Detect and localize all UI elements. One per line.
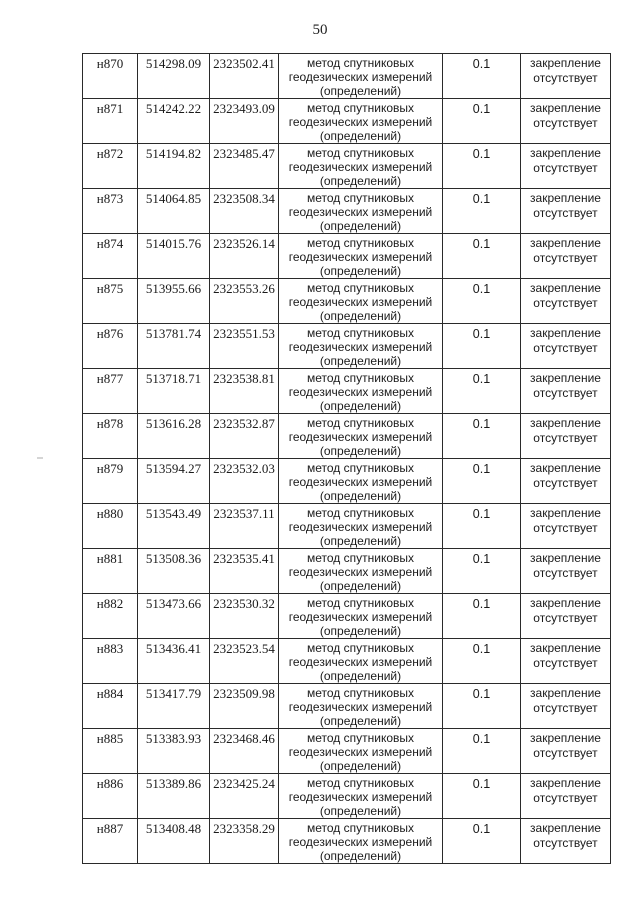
table-row [83,369,611,414]
fixing-line: закрепление [530,326,601,340]
method-line: (определений) [319,84,402,98]
y-coordinate-cell: 2323537.11 [210,504,279,549]
fixing-line: отсутствует [533,476,598,490]
x-coordinate-cell: 513616.28 [138,414,210,459]
x-coordinate-cell: 513417.79 [138,684,210,729]
method-cell [279,279,443,324]
y-coordinate-cell: 2323526.14 [210,234,279,279]
fixing-cell [521,774,611,819]
fixing-line: закрепление [530,56,601,70]
accuracy-cell: 0.1 [443,279,521,324]
method-line: геодезических измерений [288,250,433,264]
method-line: геодезических измерений [288,520,433,534]
point-id-cell: н884 [83,684,138,729]
y-coordinate-cell: 2323493.09 [210,99,279,144]
y-coordinate-cell: 2323523.54 [210,639,279,684]
table-row [83,144,611,189]
method-cell [279,729,443,774]
coordinates-table-body [83,54,611,864]
fixing-line: закрепление [530,776,601,790]
fixing-line: закрепление [530,551,601,565]
point-id-cell: н886 [83,774,138,819]
fixing-cell [521,594,611,639]
fixing-cell [521,369,611,414]
method-line: (определений) [319,804,402,818]
point-id-cell: н879 [83,459,138,504]
fixing-cell [521,639,611,684]
fixing-line: закрепление [530,596,601,610]
fixing-line: закрепление [530,371,601,385]
page-number: 50 [312,22,328,38]
fixing-line: отсутствует [533,836,598,850]
point-id-cell: н877 [83,369,138,414]
y-coordinate-cell: 2323485.47 [210,144,279,189]
y-coordinate-cell: 2323502.41 [210,54,279,99]
method-cell [279,369,443,414]
method-line: (определений) [319,534,402,548]
method-line: метод спутниковых [306,416,414,430]
fixing-line: отсутствует [533,161,598,175]
fixing-cell [521,189,611,234]
coordinates-table [82,53,611,864]
fixing-line: закрепление [530,821,601,835]
x-coordinate-cell: 513955.66 [138,279,210,324]
method-cell [279,594,443,639]
accuracy-cell: 0.1 [443,594,521,639]
method-line: геодезических измерений [288,385,433,399]
table-row [83,234,611,279]
x-coordinate-cell: 513473.66 [138,594,210,639]
x-coordinate-cell: 513718.71 [138,369,210,414]
method-cell [279,684,443,729]
method-cell [279,414,443,459]
table-row [83,414,611,459]
fixing-line: закрепление [530,281,601,295]
fixing-line: отсутствует [533,521,598,535]
fixing-line: отсутствует [533,386,598,400]
method-line: геодезических измерений [288,565,433,579]
method-line: геодезических измерений [288,655,433,669]
method-line: (определений) [319,354,402,368]
method-line: (определений) [319,759,402,773]
y-coordinate-cell: 2323508.34 [210,189,279,234]
point-id-cell: н873 [83,189,138,234]
fixing-line: отсутствует [533,251,598,265]
accuracy-cell: 0.1 [443,729,521,774]
method-line: (определений) [319,309,402,323]
table-row [83,639,611,684]
accuracy-cell: 0.1 [443,549,521,594]
table-row [83,594,611,639]
point-id-cell: н875 [83,279,138,324]
fixing-line: закрепление [530,236,601,250]
method-line: геодезических измерений [288,205,433,219]
method-line: (определений) [319,174,402,188]
fixing-line: закрепление [530,146,601,160]
method-line: метод спутниковых [306,776,414,790]
fixing-line: закрепление [530,641,601,655]
fixing-line: закрепление [530,506,601,520]
fixing-line: отсутствует [533,71,598,85]
method-line: (определений) [319,579,402,593]
method-cell [279,549,443,594]
accuracy-cell: 0.1 [443,459,521,504]
fixing-line: отсутствует [533,746,598,760]
accuracy-cell: 0.1 [443,414,521,459]
table-row [83,774,611,819]
accuracy-cell: 0.1 [443,774,521,819]
fixing-line: отсутствует [533,791,598,805]
fixing-line: отсутствует [533,116,598,130]
method-line: метод спутниковых [306,551,414,565]
table-row [83,99,611,144]
method-line: геодезических измерений [288,835,433,849]
accuracy-cell: 0.1 [443,189,521,234]
fixing-line: закрепление [530,191,601,205]
fixing-line: закрепление [530,461,601,475]
method-line: (определений) [319,489,402,503]
method-line: метод спутниковых [306,686,414,700]
method-line: метод спутниковых [306,281,414,295]
fixing-line: отсутствует [533,611,598,625]
table-row [83,279,611,324]
table-row [83,504,611,549]
method-line: геодезических измерений [288,295,433,309]
table-row [83,819,611,864]
method-line: (определений) [319,669,402,683]
accuracy-cell: 0.1 [443,819,521,864]
fixing-line: закрепление [530,731,601,745]
fixing-line: закрепление [530,101,601,115]
method-cell [279,234,443,279]
method-line: метод спутниковых [306,56,414,70]
method-cell [279,504,443,549]
table-row [83,189,611,234]
fixing-line: отсутствует [533,701,598,715]
point-id-cell: н881 [83,549,138,594]
accuracy-cell: 0.1 [443,144,521,189]
method-cell [279,54,443,99]
table-row [83,549,611,594]
method-line: метод спутниковых [306,326,414,340]
method-line: геодезических измерений [288,340,433,354]
x-coordinate-cell: 513781.74 [138,324,210,369]
method-line: геодезических измерений [288,610,433,624]
fixing-cell [521,234,611,279]
point-id-cell: н880 [83,504,138,549]
point-id-cell: н887 [83,819,138,864]
method-line: (определений) [319,399,402,413]
fixing-line: отсутствует [533,341,598,355]
table-row [83,684,611,729]
fixing-cell [521,549,611,594]
fixing-line: отсутствует [533,296,598,310]
method-line: геодезических измерений [288,115,433,129]
x-coordinate-cell: 514298.09 [138,54,210,99]
table-row [83,459,611,504]
x-coordinate-cell: 514064.85 [138,189,210,234]
method-line: (определений) [319,849,402,863]
method-line: (определений) [319,444,402,458]
fixing-cell [521,279,611,324]
accuracy-cell: 0.1 [443,99,521,144]
method-cell [279,144,443,189]
method-cell [279,99,443,144]
method-cell [279,459,443,504]
y-coordinate-cell: 2323532.87 [210,414,279,459]
point-id-cell: н872 [83,144,138,189]
method-line: метод спутниковых [306,731,414,745]
method-line: (определений) [319,624,402,638]
x-coordinate-cell: 513508.36 [138,549,210,594]
y-coordinate-cell: 2323509.98 [210,684,279,729]
method-line: геодезических измерений [288,430,433,444]
method-line: метод спутниковых [306,236,414,250]
x-coordinate-cell: 513543.49 [138,504,210,549]
method-line: метод спутниковых [306,191,414,205]
x-coordinate-cell: 513408.48 [138,819,210,864]
y-coordinate-cell: 2323532.03 [210,459,279,504]
point-id-cell: н878 [83,414,138,459]
method-line: геодезических измерений [288,700,433,714]
y-coordinate-cell: 2323358.29 [210,819,279,864]
method-line: метод спутниковых [306,371,414,385]
x-coordinate-cell: 513383.93 [138,729,210,774]
fixing-line: отсутствует [533,431,598,445]
method-line: (определений) [319,129,402,143]
point-id-cell: н871 [83,99,138,144]
fixing-cell [521,504,611,549]
accuracy-cell: 0.1 [443,639,521,684]
y-coordinate-cell: 2323530.32 [210,594,279,639]
fixing-cell [521,459,611,504]
point-id-cell: н882 [83,594,138,639]
fixing-cell [521,144,611,189]
fixing-cell [521,324,611,369]
table-row [83,324,611,369]
fixing-cell [521,99,611,144]
method-line: метод спутниковых [306,461,414,475]
fixing-cell [521,684,611,729]
method-line: метод спутниковых [306,821,414,835]
method-line: (определений) [319,264,402,278]
method-line: (определений) [319,714,402,728]
x-coordinate-cell: 513389.86 [138,774,210,819]
y-coordinate-cell: 2323538.81 [210,369,279,414]
fixing-cell [521,729,611,774]
fixing-line: закрепление [530,416,601,430]
method-line: геодезических измерений [288,160,433,174]
method-line: геодезических измерений [288,70,433,84]
method-line: метод спутниковых [306,641,414,655]
accuracy-cell: 0.1 [443,324,521,369]
x-coordinate-cell: 514194.82 [138,144,210,189]
method-line: геодезических измерений [288,745,433,759]
table-row [83,54,611,99]
x-coordinate-cell: 513436.41 [138,639,210,684]
y-coordinate-cell: 2323535.41 [210,549,279,594]
method-cell [279,774,443,819]
point-id-cell: н885 [83,729,138,774]
method-cell [279,324,443,369]
method-line: геодезических измерений [288,475,433,489]
fixing-cell [521,54,611,99]
method-line: метод спутниковых [306,506,414,520]
fixing-line: закрепление [530,686,601,700]
fixing-line: отсутствует [533,206,598,220]
method-line: (определений) [319,219,402,233]
y-coordinate-cell: 2323551.53 [210,324,279,369]
method-cell [279,819,443,864]
accuracy-cell: 0.1 [443,369,521,414]
table-row [83,729,611,774]
y-coordinate-cell: 2323553.26 [210,279,279,324]
method-line: метод спутниковых [306,596,414,610]
y-coordinate-cell: 2323468.46 [210,729,279,774]
fixing-line: отсутствует [533,566,598,580]
x-coordinate-cell: 513594.27 [138,459,210,504]
accuracy-cell: 0.1 [443,504,521,549]
accuracy-cell: 0.1 [443,234,521,279]
fixing-cell [521,819,611,864]
point-id-cell: н883 [83,639,138,684]
y-coordinate-cell: 2323425.24 [210,774,279,819]
point-id-cell: н876 [83,324,138,369]
point-id-cell: н874 [83,234,138,279]
method-cell [279,639,443,684]
accuracy-cell: 0.1 [443,54,521,99]
method-cell [279,189,443,234]
accuracy-cell: 0.1 [443,684,521,729]
x-coordinate-cell: 514015.76 [138,234,210,279]
method-line: метод спутниковых [306,146,414,160]
x-coordinate-cell: 514242.22 [138,99,210,144]
scan-artifact-mark [37,457,43,459]
method-line: метод спутниковых [306,101,414,115]
fixing-cell [521,414,611,459]
fixing-line: отсутствует [533,656,598,670]
method-line: геодезических измерений [288,790,433,804]
point-id-cell: н870 [83,54,138,99]
